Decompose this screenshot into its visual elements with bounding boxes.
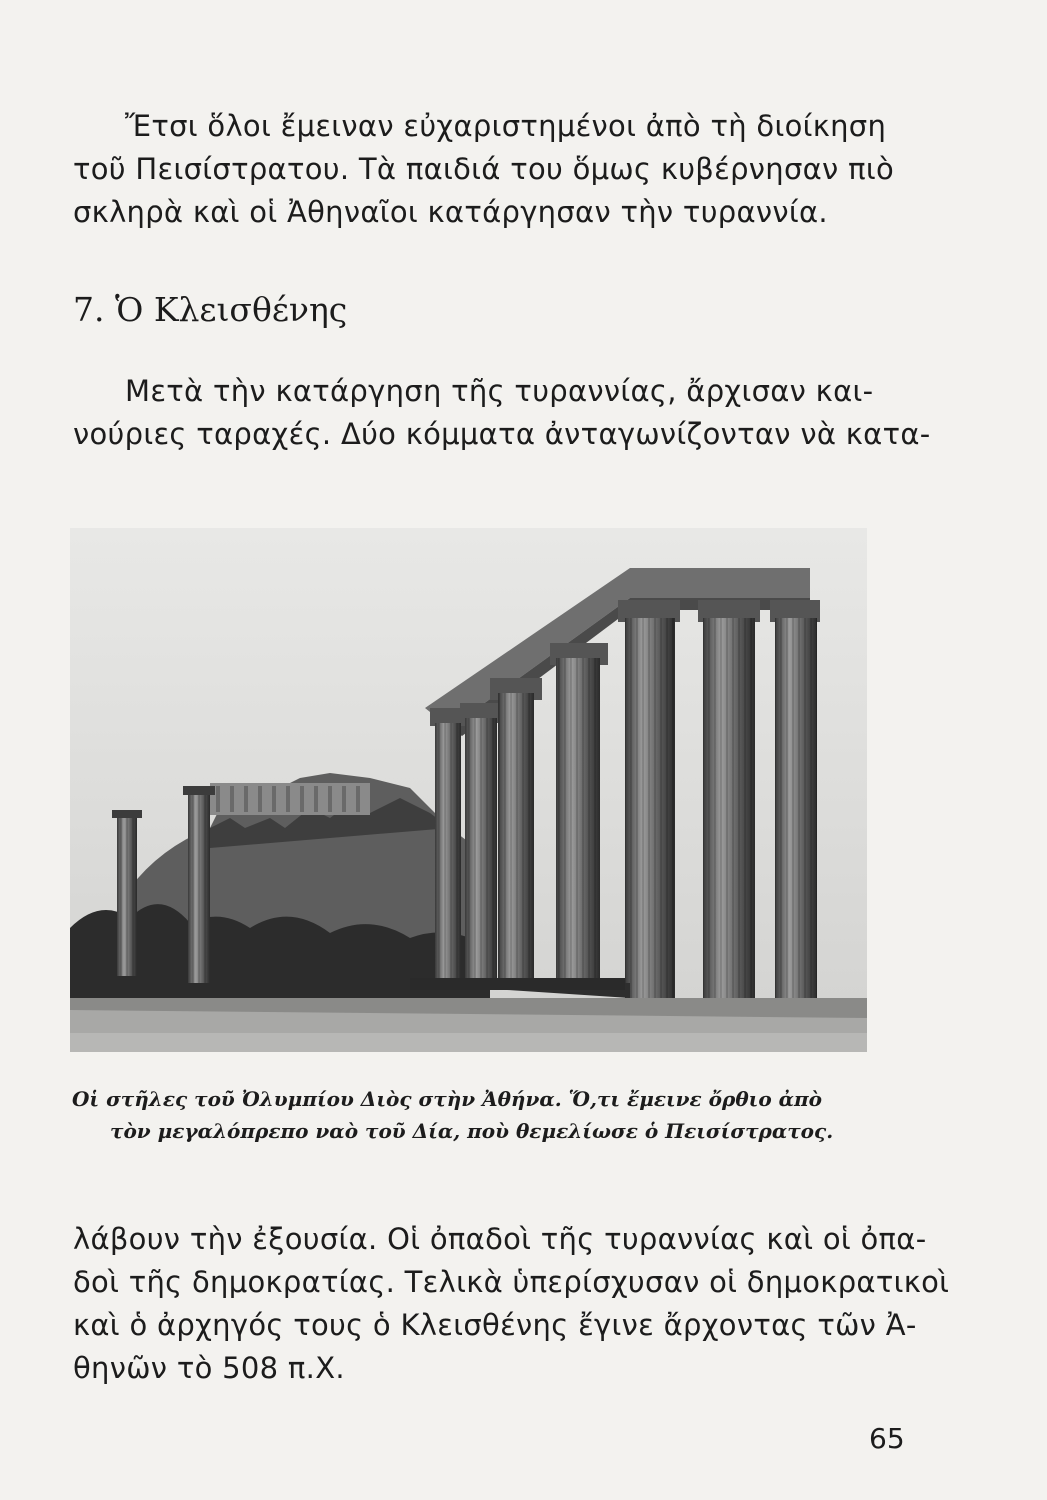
text-line: Μετὰ τὴν κατάργηση τῆς τυραννίας, ἄρχισαν και- xyxy=(125,374,874,408)
text-line: λάβουν τὴν ἐξουσία. Οἱ ὀπαδοὶ τῆς τυραννίας καὶ οἱ ὀπα- xyxy=(73,1222,927,1256)
text-line: νούριες ταραχές. Δύο κόμματα ἀνταγωνίζονταν νὰ κατα- xyxy=(73,417,931,451)
olympieion-photo xyxy=(70,528,867,1052)
page-number: 65 xyxy=(869,1422,905,1455)
section-heading: 7. Ὁ Κλεισθένης xyxy=(73,290,348,329)
photo-caption xyxy=(72,1083,912,1147)
caption-line: τὸν μεγαλόπρεπο ναὸ τοῦ Δία, ποὺ θεμελίωσε ὁ Πεισίστρατος. xyxy=(110,1119,834,1143)
text-line: σκληρὰ καὶ οἱ Ἀθηναῖοι κατάργησαν τὴν τυραννία. xyxy=(73,195,828,229)
text-line: δοὶ τῆς δημοκρατίας. Τελικὰ ὑπερίσχυσαν οἱ δημοκρατικοὶ xyxy=(73,1265,950,1299)
text-line: τοῦ Πεισίστρατου. Τὰ παιδιά του ὅμως κυβέρνησαν πιὸ xyxy=(73,152,894,186)
paragraph-kleisthenes xyxy=(73,370,931,456)
paragraph-intro xyxy=(73,105,894,234)
paragraph-conclusion xyxy=(73,1218,949,1390)
text-line: Ἔτσι ὅλοι ἔμειναν εὐχαριστημένοι ἀπὸ τὴ διοίκηση xyxy=(125,109,887,143)
text-line: καὶ ὁ ἀρχηγός τους ὁ Κλεισθένης ἔγινε ἄρχοντας τῶν Ἀ- xyxy=(73,1308,917,1342)
text-line: θηνῶν τὸ 508 π.Χ. xyxy=(73,1351,345,1385)
caption-line: Οἱ στῆλες τοῦ Ὀλυμπίου Διὸς στὴν Ἀθήνα. Ὅ,τι ἔμεινε ὄρθιο ἀπὸ xyxy=(72,1087,823,1111)
